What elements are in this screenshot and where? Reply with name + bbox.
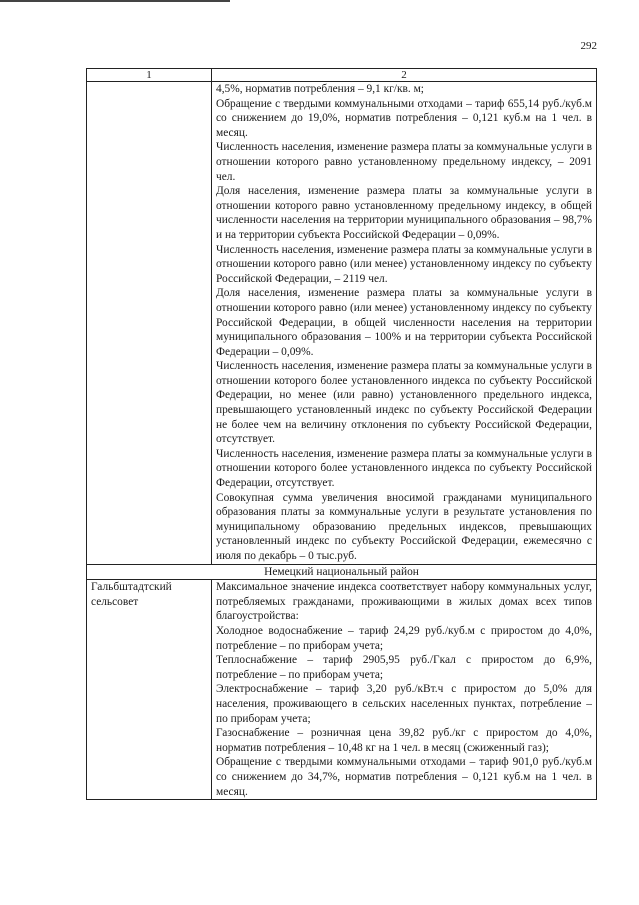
paragraph: Газоснабжение – розничная цена 39,82 руб./кг с приростом до 4,0%, норматив потребления – 10,48 кг на 1 чел. в месяц (сжиженный газ); xyxy=(216,727,592,754)
paragraph: Максимальное значение индекса соответствует набору коммунальных услуг, потребляемых гражданами, проживающими в жилых домах всех типов благоустройства: xyxy=(216,581,592,623)
header-col-2: 2 xyxy=(212,69,597,82)
row2-name-cell xyxy=(87,580,212,800)
scan-edge-line xyxy=(0,0,230,2)
table-header-row xyxy=(87,69,597,82)
table-row xyxy=(87,82,597,565)
paragraph: Численность населения, изменение размера платы за коммунальные услуги в отношении которого более установленного индекса по субъекту Российской Федерации, но менее (или равно) установленного предельного индекса, превышающего установленный индекс по субъекту Российской Федерации не более чем на величину отклонения по субъекту Российской Федерации, отсутствует. xyxy=(216,360,592,446)
paragraph: Численность населения, изменение размера платы за коммунальные услуги в отношении которого равно (или менее) установленному индексу по субъекту Российской Федерации, – 2119 чел. xyxy=(216,243,592,285)
row1-name-cell xyxy=(87,82,212,565)
paragraph: Доля населения, изменение размера платы за коммунальные услуги в отношении которого равно установленному предельному индексу, в общей численности населения на территории муниципального образования – 98,7% и на территории субъекта Российской Федерации – 0,09%. xyxy=(216,185,592,241)
paragraph: Обращение с твердыми коммунальными отходами – тариф 655,14 руб./куб.м со снижением до 19,0%, норматив потребления – 0,121 куб.м на 1 чел. в месяц. xyxy=(216,97,592,139)
paragraph: Численность населения, изменение размера платы за коммунальные услуги в отношении которого равно установленному предельному индексу, – 2091 чел. xyxy=(216,141,592,183)
paragraph: Совокупная сумма увеличения вносимой гражданами муниципального образования платы за коммунальные услуги в результате установления по муниципальному образованию предельных индексов, превышающих установленный индекс по субъекту Российской Федерации, ежемесячно с июля по декабрь – 0 тыс.руб. xyxy=(216,491,592,562)
table-row xyxy=(87,580,597,800)
document-table xyxy=(86,68,597,800)
paragraph: Численность населения, изменение размера платы за коммунальные услуги в отношении которого более установленного индекса по субъекту Российской Федерации, отсутствует. xyxy=(216,447,592,490)
municipality-name-line2: сельсовет xyxy=(91,595,139,608)
municipality-name-line1: Гальбштадтский xyxy=(91,581,172,594)
paragraph: Обращение с твердыми коммунальными отходами – тариф 901,0 руб./куб.м со снижением до 34,7%, норматив потребления – 0,121 куб.м на 1 чел. в месяц. xyxy=(216,756,592,798)
row1-text-cell xyxy=(212,82,597,565)
paragraph: Теплоснабжение – тариф 2905,95 руб./Гкал с приростом до 6,9%, потребление – по приборам учета; xyxy=(216,654,592,681)
paragraph: Электроснабжение – тариф 3,20 руб./кВт.ч с приростом до 5,0% для населения, проживающего в сельских населенных пунктах, потребление – по приборам учета; xyxy=(216,683,592,725)
section-row xyxy=(87,564,597,580)
section-title: Немецкий национальный район xyxy=(87,564,597,580)
paragraph: 4,5%, норматив потребления – 9,1 кг/кв. м; xyxy=(216,83,424,95)
header-col-1: 1 xyxy=(87,69,212,82)
paragraph: Холодное водоснабжение – тариф 24,29 руб./куб.м с приростом до 4,0%, потребление – по приборам учета; xyxy=(216,624,592,652)
page-number: 292 xyxy=(580,40,597,52)
row2-text-cell xyxy=(212,580,597,800)
paragraph: Доля населения, изменение размера платы за коммунальные услуги в отношении которого равно (или менее) установленному индексу по субъекту Российской Федерации, в общей численности населения на территории муниципального образования – 100% и на территории субъекта Российской Федерации – 0,09%. xyxy=(216,287,592,358)
